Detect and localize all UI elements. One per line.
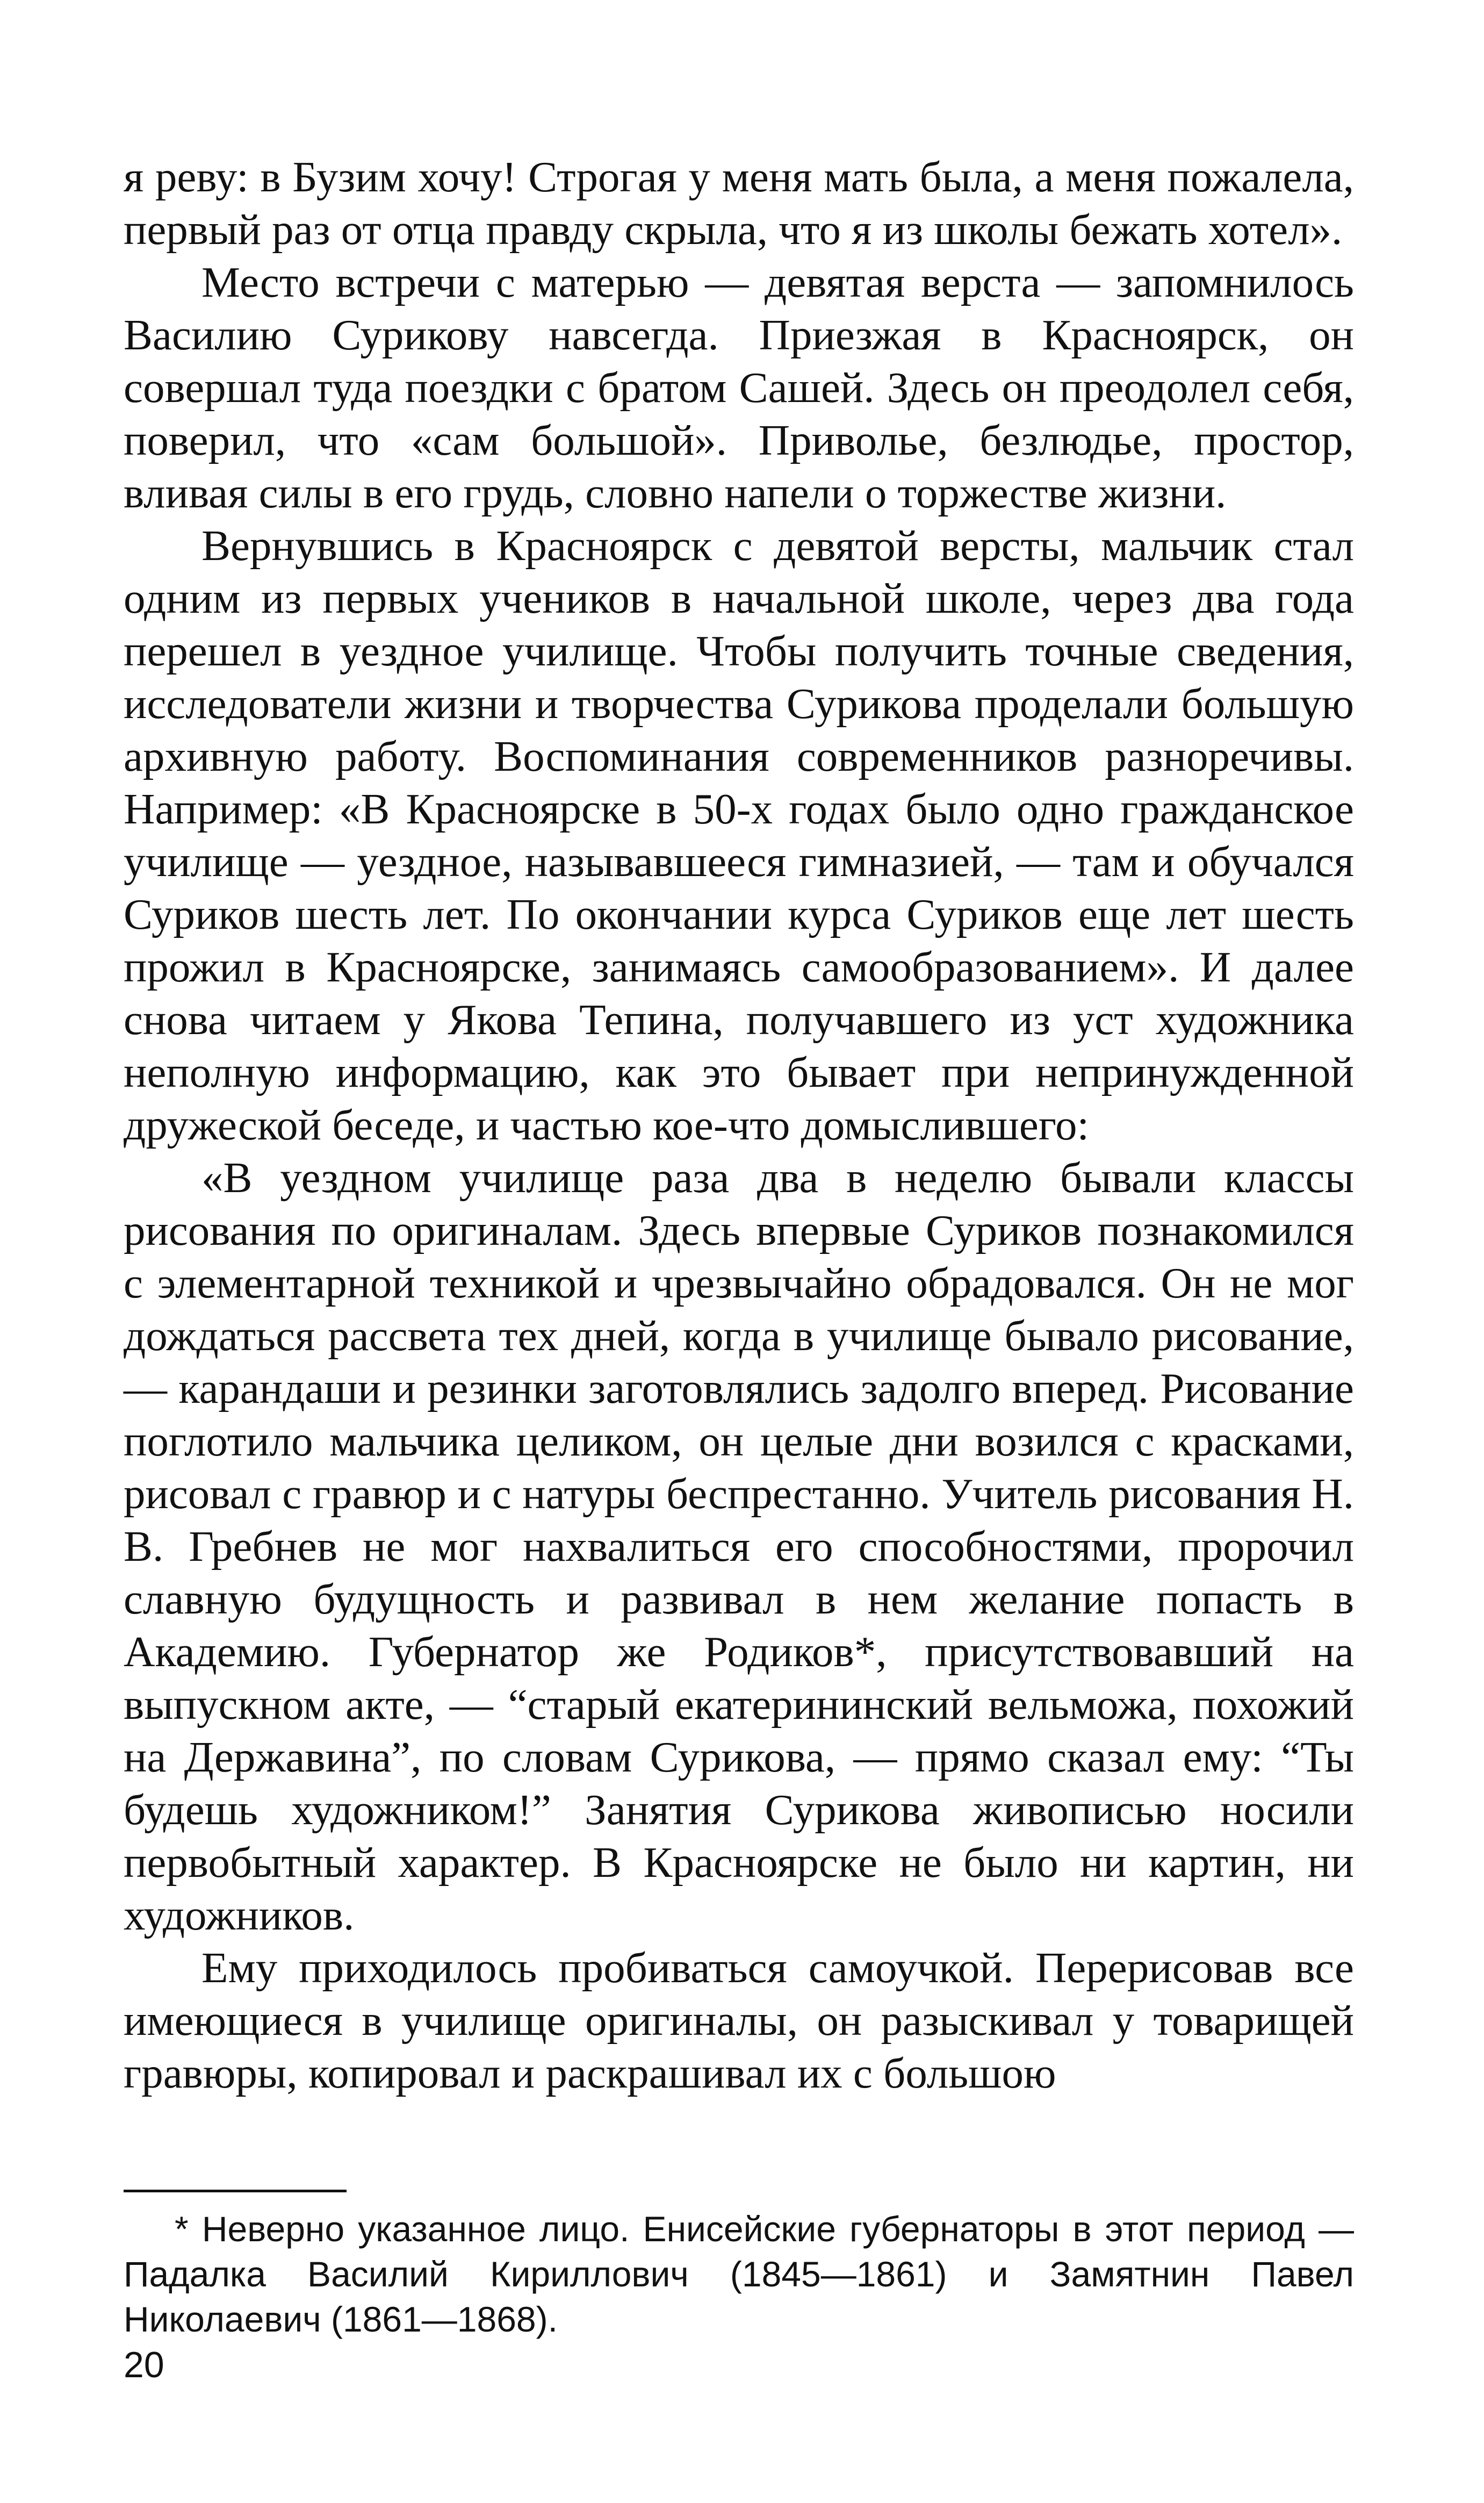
paragraph-3: Вернувшись в Красноярск с девятой версты, мальчик стал одним из первых учеников в начальной школе, через два года перешел в уездное училище. Чтобы получить точные сведения, исследователи жизни и творчества Сурикова проделали большую архивную работу. Воспоминания современников разноречивы. Например: «В Красноярске в 50-х годах было одно гражданское училище — уездное, называвшееся гимназией, — там и обучался Суриков шесть лет. По окончании курса Суриков еще лет шесть прожил в Красноярске, занимаясь самообразованием». И далее снова читаем у Якова Тепина, получавшего из уст художника неполную информацию, как это бывает при непринужденной дружеской беседе, и частью кое-что домыслившего: bbox=[124, 521, 1354, 1149]
paragraph-5: Ему приходилось пробиваться самоучкой. Перерисовав все имеющиеся в училище оригиналы, он разыскивал у товарищей гравюры, копировал и раскрашивал их с большою bbox=[124, 1943, 1354, 2097]
page-body bbox=[124, 150, 1354, 2099]
main-text bbox=[124, 150, 1354, 2099]
footnote-text: * Неверно указанное лицо. Енисейские губернаторы в этот период — Падалка Василий Кириллович (1845—1861) и Замятнин Павел Николаевич (1861—1868). bbox=[124, 2209, 1354, 2339]
footnote-divider bbox=[124, 2190, 347, 2192]
paragraph-2: Место встречи с матерью — девятая верста — запомнилось Василию Сурикову навсегда. Приезжая в Красноярск, он совершал туда поездки с братом Сашей. Здесь он преодолел себя, поверил, что «сам большой». Приволье, безлюдье, простор, вливая силы в его грудь, словно напели о торжестве жизни. bbox=[124, 258, 1354, 517]
footnote bbox=[124, 2206, 1354, 2342]
page-number: 20 bbox=[124, 2344, 164, 2385]
paragraph-4: «В уездном училище раза два в неделю бывали классы рисования по оригиналам. Здесь впервые Суриков познакомился с элементарной техникой и чрезвычайно обрадовался. Он не мог дождаться рассвета тех дней, когда в училище бывало рисование, — карандаши и резинки заготовлялись задолго вперед. Рисование поглотило мальчика целиком, он целые дни возился с красками, рисовал с гравюр и с натуры беспрестанно. Учитель рисования Н. В. Гребнев не мог нахвалиться его способностями, пророчил славную будущность и развивал в нем желание попасть в Академию. Губернатор же Родиков*, присутствовавший на выпускном акте, — “старый екатерининский вельможа, похожий на Державина”, по словам Сурикова, — прямо сказал ему: “Ты будешь художником!” Занятия Сурикова живописью носили первобытный характер. В Красноярске не было ни картин, ни художников. bbox=[124, 1153, 1354, 1939]
paragraph-1: я реву: в Бузим хочу! Строгая у меня мать была, а меня пожалела, первый раз от отца правду скрыла, что я из школы бежать хотел». bbox=[124, 153, 1354, 254]
